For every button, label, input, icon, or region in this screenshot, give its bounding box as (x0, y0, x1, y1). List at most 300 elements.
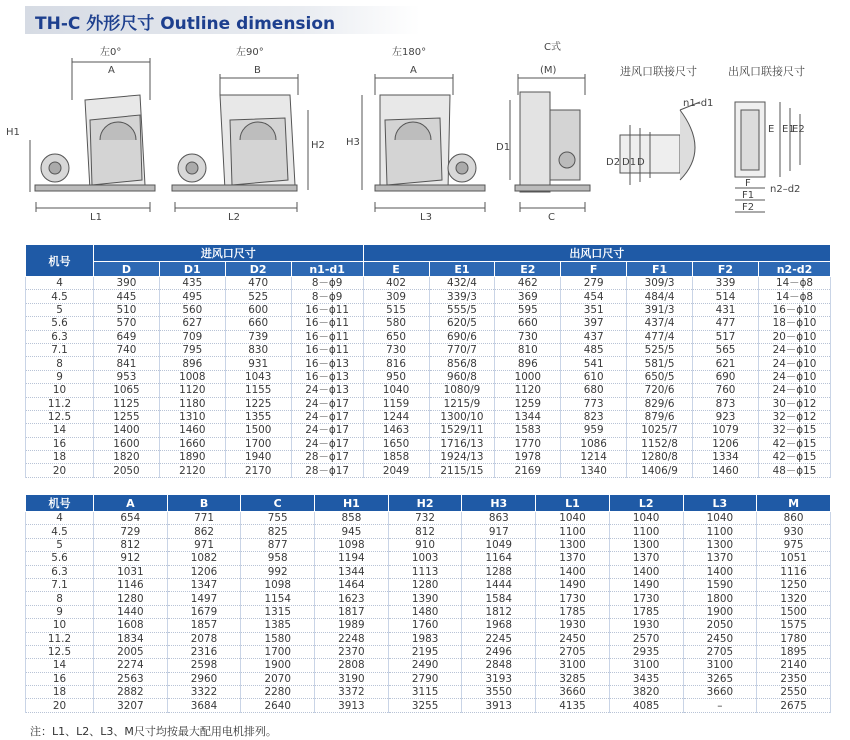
table-cell: 2640 (241, 699, 315, 712)
table-cell: 309/3 (627, 277, 693, 290)
dim-f1-label: F1 (742, 190, 755, 201)
table-cell: 2550 (757, 686, 831, 699)
table-cell: 812 (94, 538, 168, 551)
table-cell: 823 (561, 410, 627, 423)
dim-l1-label: L1 (90, 212, 102, 223)
table-cell: 16－ϕ13 (291, 370, 363, 383)
table-cell: 992 (241, 565, 315, 578)
table-cell: 912 (94, 552, 168, 565)
table-row (26, 686, 831, 699)
table-cell: 560 (159, 303, 225, 316)
table-cell: 2848 (462, 659, 536, 672)
table-cell: 3913 (462, 699, 536, 712)
table-cell: 2115/15 (429, 464, 495, 477)
table-cell: 1460 (693, 464, 759, 477)
table-cell: 1040 (683, 512, 757, 525)
table-cell: 1780 (757, 632, 831, 645)
table-cell: 1300 (683, 538, 757, 551)
dim-h1-label: H1 (6, 127, 20, 138)
table-cell: 3913 (315, 699, 389, 712)
table-cell: 12.5 (26, 645, 94, 658)
table-cell: 3550 (462, 686, 536, 699)
dim-f2-label: F2 (742, 202, 755, 213)
dim-d1-side-label: D1 (496, 142, 511, 153)
table-cell: 1125 (94, 397, 160, 410)
table-cell: 3193 (462, 672, 536, 685)
dim-l3-label: L3 (420, 212, 432, 223)
table-cell: 930 (757, 525, 831, 538)
table1-subheader: D2 (225, 262, 291, 277)
table-cell: 1460 (159, 424, 225, 437)
table-cell: 24－ϕ10 (759, 384, 831, 397)
table-cell: 1347 (167, 578, 241, 591)
table-cell: 485 (561, 343, 627, 356)
table-cell: 431 (693, 303, 759, 316)
table-cell: 3435 (609, 672, 683, 685)
table-cell: 958 (241, 552, 315, 565)
table-cell: 1785 (536, 605, 610, 618)
table-cell: 437/4 (627, 317, 693, 330)
table-row (26, 605, 831, 618)
table-cell: 1214 (561, 451, 627, 464)
table-cell: 24－ϕ17 (291, 397, 363, 410)
table-cell: 1215/9 (429, 397, 495, 410)
table-cell: 580 (363, 317, 429, 330)
table-cell: 2490 (388, 659, 462, 672)
table-cell: 1098 (315, 538, 389, 551)
table-cell: 1700 (225, 437, 291, 450)
table1-subheader: E2 (495, 262, 561, 277)
table-cell: 1440 (94, 605, 168, 618)
page-title: TH-C 外形尺寸 Outline dimension (35, 14, 336, 34)
table-cell: 1086 (561, 437, 627, 450)
table-cell: 514 (693, 290, 759, 303)
table-cell: 1989 (315, 619, 389, 632)
table-cell: 1344 (315, 565, 389, 578)
table-cell: 339 (693, 277, 759, 290)
table-cell: 28－ϕ17 (291, 451, 363, 464)
table-cell: 2049 (363, 464, 429, 477)
table-row (26, 343, 831, 356)
view-left-90-drawing (172, 74, 308, 212)
table-row (26, 410, 831, 423)
table-cell: 1895 (757, 645, 831, 658)
table-cell: 14－ϕ8 (759, 277, 831, 290)
table-cell: 3660 (536, 686, 610, 699)
table-cell: 20 (26, 699, 94, 712)
table-cell: 24－ϕ10 (759, 370, 831, 383)
table-cell: 432/4 (429, 277, 495, 290)
dim-d2-label: D2 (606, 157, 621, 168)
view-c-type-drawing (510, 74, 590, 212)
table-cell: 1444 (462, 578, 536, 591)
table-row (26, 659, 831, 672)
table-cell: 20－ϕ10 (759, 330, 831, 343)
table-row (26, 330, 831, 343)
table-cell: 3285 (536, 672, 610, 685)
table-cell: 4.5 (26, 525, 94, 538)
table-cell: 3372 (315, 686, 389, 699)
table-cell: 825 (241, 525, 315, 538)
table-cell: 1280 (94, 592, 168, 605)
view1-angle-label: 左0° (100, 47, 122, 58)
table-cell: 917 (462, 525, 536, 538)
table-cell: 1978 (495, 451, 561, 464)
table-cell: 279 (561, 277, 627, 290)
table-cell: 9 (26, 605, 94, 618)
table-cell: 1025/7 (627, 424, 693, 437)
table-cell: 649 (94, 330, 160, 343)
table-cell: 1194 (315, 552, 389, 565)
table-row (26, 437, 831, 450)
table-cell: 1679 (167, 605, 241, 618)
table-cell: 1355 (225, 410, 291, 423)
table-cell: 3322 (167, 686, 241, 699)
table-cell: 2675 (757, 699, 831, 712)
table-cell: 391/3 (627, 303, 693, 316)
table-cell: 1370 (683, 552, 757, 565)
table-cell: 1858 (363, 451, 429, 464)
table-cell: 1334 (693, 451, 759, 464)
table-row (26, 303, 831, 316)
table-cell: 595 (495, 303, 561, 316)
table-cell: 760 (693, 384, 759, 397)
table-row (26, 592, 831, 605)
table-cell: 309 (363, 290, 429, 303)
table-cell: 2248 (315, 632, 389, 645)
table-cell: 16－ϕ11 (291, 303, 363, 316)
table-cell: 1497 (167, 592, 241, 605)
table-cell: 390 (94, 277, 160, 290)
table-cell: 1900 (683, 605, 757, 618)
table-cell: 1812 (462, 605, 536, 618)
table-cell: 1406/9 (627, 464, 693, 477)
table-cell: 541 (561, 357, 627, 370)
table2-header: B (167, 495, 241, 512)
table2-header: C (241, 495, 315, 512)
table-cell: 1082 (167, 552, 241, 565)
table-cell: 4.5 (26, 290, 94, 303)
table-cell: 1400 (683, 565, 757, 578)
table-cell: 1580 (241, 632, 315, 645)
table-cell: 2195 (388, 645, 462, 658)
table-cell: 2935 (609, 645, 683, 658)
table-cell: 1164 (462, 552, 536, 565)
table-cell: 1770 (495, 437, 561, 450)
table-cell: 627 (159, 317, 225, 330)
table-cell: 1255 (94, 410, 160, 423)
dim-c-label: C (548, 212, 555, 223)
table-cell: 1529/11 (429, 424, 495, 437)
dim-a-label-2: A (410, 65, 417, 76)
table-cell: 1100 (683, 525, 757, 538)
table-cell: 2882 (94, 686, 168, 699)
table-cell: 3684 (167, 699, 241, 712)
table-cell: 6.3 (26, 330, 94, 343)
table-cell: 1003 (388, 552, 462, 565)
table-cell: 923 (693, 410, 759, 423)
table-cell: 1385 (241, 619, 315, 632)
table-cell: 621 (693, 357, 759, 370)
table-row (26, 565, 831, 578)
table-cell: 2450 (536, 632, 610, 645)
table-cell: 8－ϕ9 (291, 290, 363, 303)
table-cell: 1280 (388, 578, 462, 591)
table-cell: – (683, 699, 757, 712)
table-cell: 2169 (495, 464, 561, 477)
table-cell: 570 (94, 317, 160, 330)
table-row (26, 290, 831, 303)
table-cell: 4135 (536, 699, 610, 712)
table-cell: 1180 (159, 397, 225, 410)
table-cell: 565 (693, 343, 759, 356)
dim-h2-label: H2 (311, 140, 325, 151)
table-cell: 2450 (683, 632, 757, 645)
table-row (26, 317, 831, 330)
table-cell: 3207 (94, 699, 168, 712)
table-cell: 1340 (561, 464, 627, 477)
table-cell: 860 (757, 512, 831, 525)
table-cell: 2140 (757, 659, 831, 672)
table-row (26, 645, 831, 658)
table-cell: 435 (159, 277, 225, 290)
table-cell: 2120 (159, 464, 225, 477)
dim-e2-label: E2 (792, 124, 805, 135)
table-cell: 5 (26, 303, 94, 316)
table-cell: 1400 (536, 565, 610, 578)
table-cell: 1040 (609, 512, 683, 525)
table-row (26, 512, 831, 525)
table-cell: 18 (26, 686, 94, 699)
table-cell: 470 (225, 277, 291, 290)
table-cell: 351 (561, 303, 627, 316)
table-cell: 1660 (159, 437, 225, 450)
table-cell: 931 (225, 357, 291, 370)
table-cell: 1300 (536, 538, 610, 551)
table-cell: 16－ϕ11 (291, 343, 363, 356)
table-cell: 16－ϕ11 (291, 317, 363, 330)
table-cell: 16－ϕ10 (759, 303, 831, 316)
table-cell: 1800 (683, 592, 757, 605)
table-cell: 1000 (495, 370, 561, 383)
table-row (26, 357, 831, 370)
table-cell: 620/5 (429, 317, 495, 330)
table1-header-inlet: 进风口尺寸 (94, 245, 364, 262)
table-cell: 660 (225, 317, 291, 330)
table-cell: 1244 (363, 410, 429, 423)
table-cell: 5.6 (26, 317, 94, 330)
table-cell: 1098 (241, 578, 315, 591)
table-cell: 555/5 (429, 303, 495, 316)
table-cell: 48－ϕ15 (759, 464, 831, 477)
table-cell: 1590 (683, 578, 757, 591)
table-cell: 20 (26, 464, 94, 477)
table-cell: 841 (94, 357, 160, 370)
table-cell: 16 (26, 672, 94, 685)
table-cell: 339/3 (429, 290, 495, 303)
table-cell: 1155 (225, 384, 291, 397)
dim-a-label-1: A (108, 65, 115, 76)
table-cell: 1940 (225, 451, 291, 464)
table-cell: 1390 (388, 592, 462, 605)
table-cell: 7.1 (26, 578, 94, 591)
table-cell: 910 (388, 538, 462, 551)
table-row (26, 384, 831, 397)
table-cell: 581/5 (627, 357, 693, 370)
table-cell: 4 (26, 512, 94, 525)
table-row (26, 632, 831, 645)
table-cell: 1900 (241, 659, 315, 672)
table-cell: 24－ϕ10 (759, 343, 831, 356)
table-cell: 1206 (693, 437, 759, 450)
table-cell: 1008 (159, 370, 225, 383)
table-cell: 9 (26, 370, 94, 383)
table-cell: 2370 (315, 645, 389, 658)
table-cell: 690 (693, 370, 759, 383)
view2-angle-label: 左90° (236, 47, 264, 58)
table-cell: 2274 (94, 659, 168, 672)
table-cell: 495 (159, 290, 225, 303)
table-cell: 610 (561, 370, 627, 383)
table-cell: 369 (495, 290, 561, 303)
table-cell: 2790 (388, 672, 462, 685)
table-cell: 1120 (495, 384, 561, 397)
table-cell: 14 (26, 659, 94, 672)
table1-subheader: n1-d1 (291, 262, 363, 277)
table-cell: 3100 (609, 659, 683, 672)
table-cell: 1280/8 (627, 451, 693, 464)
table-cell: 1400 (609, 565, 683, 578)
table-cell: 515 (363, 303, 429, 316)
table-cell: 1159 (363, 397, 429, 410)
table-cell: 2808 (315, 659, 389, 672)
table-cell: 1310 (159, 410, 225, 423)
table-cell: 437 (561, 330, 627, 343)
table-cell: 1500 (225, 424, 291, 437)
table-cell: 1116 (757, 565, 831, 578)
table-cell: 1315 (241, 605, 315, 618)
table-row (26, 552, 831, 565)
table-cell: 729 (94, 525, 168, 538)
table2-header: L3 (683, 495, 757, 512)
dim-n1d1-label: n1–d1 (683, 98, 714, 109)
table-cell: 32－ϕ15 (759, 424, 831, 437)
table-cell: 2245 (462, 632, 536, 645)
table-cell: 1785 (609, 605, 683, 618)
table-cell: 770/7 (429, 343, 495, 356)
table-cell: 730 (495, 330, 561, 343)
table1-subheader: F1 (627, 262, 693, 277)
table-cell: 1930 (536, 619, 610, 632)
table-cell: 18 (26, 451, 94, 464)
table-cell: 1100 (536, 525, 610, 538)
table2-header: 机号 (26, 495, 94, 512)
table-cell: 1730 (536, 592, 610, 605)
table-cell: 1040 (536, 512, 610, 525)
table-row (26, 451, 831, 464)
table-cell: 1206 (167, 565, 241, 578)
table-cell: 8 (26, 357, 94, 370)
table-cell: 445 (94, 290, 160, 303)
table-cell: 771 (167, 512, 241, 525)
table-cell: 863 (462, 512, 536, 525)
table-cell: 16－ϕ13 (291, 357, 363, 370)
table-cell: 896 (159, 357, 225, 370)
table-cell: 3820 (609, 686, 683, 699)
table-cell: 454 (561, 290, 627, 303)
table-cell: 755 (241, 512, 315, 525)
table-cell: 2070 (241, 672, 315, 685)
table-cell: 24－ϕ17 (291, 424, 363, 437)
table-cell: 773 (561, 397, 627, 410)
table-cell: 810 (495, 343, 561, 356)
table-cell: 1049 (462, 538, 536, 551)
dim-h3-label: H3 (346, 137, 360, 148)
table-cell: 1490 (609, 578, 683, 591)
table-cell: 2705 (683, 645, 757, 658)
table-cell: 877 (241, 538, 315, 551)
dim-l2-label: L2 (228, 212, 240, 223)
table-cell: 3100 (683, 659, 757, 672)
table2-header: L1 (536, 495, 610, 512)
table-row (26, 397, 831, 410)
table2-header: H3 (462, 495, 536, 512)
table-cell: 477/4 (627, 330, 693, 343)
flange-size-table (25, 244, 831, 478)
view-left-180-drawing (362, 74, 485, 212)
inlet-flange-drawing (620, 102, 700, 185)
table-cell: 960/8 (429, 370, 495, 383)
dim-b-label: B (254, 65, 261, 76)
table-cell: 12.5 (26, 410, 94, 423)
view3-angle-label: 左180° (392, 47, 427, 58)
table2-header: H2 (388, 495, 462, 512)
table1-header-outlet: 出风口尺寸 (363, 245, 830, 262)
outline-drawings (0, 40, 850, 240)
table-cell: 2280 (241, 686, 315, 699)
table-cell: 24－ϕ17 (291, 437, 363, 450)
table-cell: 1146 (94, 578, 168, 591)
table-cell: 1120 (159, 384, 225, 397)
table-cell: 3255 (388, 699, 462, 712)
table-cell: 2316 (167, 645, 241, 658)
table1-subheader: F (561, 262, 627, 277)
table-cell: 1225 (225, 397, 291, 410)
table-cell: 1890 (159, 451, 225, 464)
table-cell: 945 (315, 525, 389, 538)
table-cell: 816 (363, 357, 429, 370)
table-cell: 1464 (315, 578, 389, 591)
table-cell: 1490 (536, 578, 610, 591)
table-cell: 1040 (363, 384, 429, 397)
table-cell: 1400 (94, 424, 160, 437)
table-cell: 600 (225, 303, 291, 316)
table-cell: 795 (159, 343, 225, 356)
table-cell: 4085 (609, 699, 683, 712)
table-cell: 1370 (536, 552, 610, 565)
table-cell: 660 (495, 317, 561, 330)
table-cell: 2496 (462, 645, 536, 658)
table-cell: 3115 (388, 686, 462, 699)
table-cell: 896 (495, 357, 561, 370)
dim-e-label: E (768, 124, 775, 135)
table-cell: 732 (388, 512, 462, 525)
table-cell: 654 (94, 512, 168, 525)
view-left-0-drawing (30, 58, 155, 212)
table-cell: 1051 (757, 552, 831, 565)
dim-d-label: D (637, 157, 645, 168)
title-bar (25, 6, 420, 34)
